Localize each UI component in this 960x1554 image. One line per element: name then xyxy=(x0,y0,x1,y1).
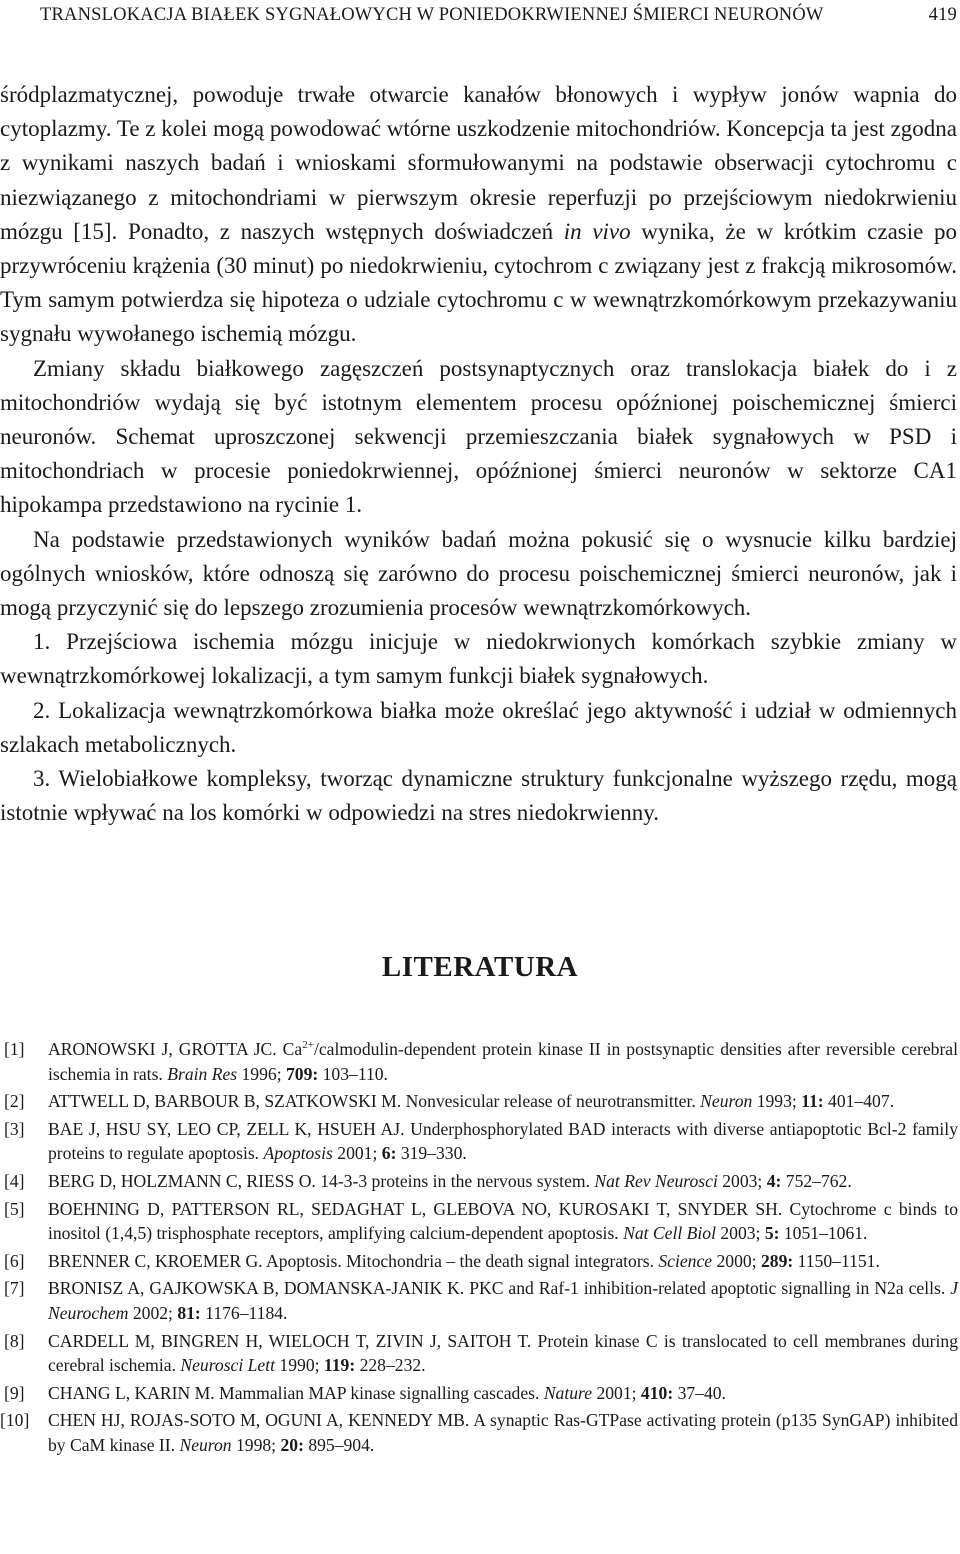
conclusion-2: 2. Lokalizacja wewnątrzkomórkowa białka może określać jego aktywność i udział w odmiennych szlakach metabolicznych. xyxy=(0,697,957,757)
reference-journal: Neuron xyxy=(700,1091,753,1112)
reference-item xyxy=(0,1381,958,1406)
reference-journal: Nat Rev Neurosci xyxy=(594,1170,718,1191)
main-text xyxy=(0,78,957,830)
reference-pages: 228–232. xyxy=(355,1355,426,1376)
reference-number: [8] xyxy=(4,1330,25,1351)
reference-journal: Brain Res xyxy=(167,1063,238,1084)
reference-year: 1993; xyxy=(752,1091,802,1112)
reference-pages: 401–407. xyxy=(823,1091,895,1112)
reference-number: [6] xyxy=(4,1250,25,1271)
reference-list xyxy=(0,1037,958,1461)
reference-journal: Neuron xyxy=(179,1434,232,1455)
reference-item xyxy=(0,1089,958,1114)
paragraph-1 xyxy=(0,78,957,352)
reference-journal: Neurosci Lett xyxy=(180,1355,276,1376)
page-number: 419 xyxy=(928,5,957,25)
reference-journal: Nature xyxy=(543,1382,593,1403)
reference-title: CHANG L, KARIN M. Mammalian MAP kinase signalling cascades. xyxy=(48,1382,544,1403)
reference-year: 2001; xyxy=(332,1143,382,1164)
reference-journal: Science xyxy=(658,1250,713,1271)
reference-item xyxy=(0,1197,958,1246)
reference-superscript: 2+ xyxy=(302,1039,314,1052)
reference-title: BERG D, HOLZMANN C, RIESS O. 14-3-3 proteins in the nervous system. xyxy=(48,1170,595,1191)
reference-year: 2001; xyxy=(592,1382,641,1403)
reference-number: [4] xyxy=(4,1170,25,1191)
reference-item xyxy=(0,1117,958,1166)
reference-number: [5] xyxy=(4,1198,25,1219)
reference-item xyxy=(0,1249,958,1274)
reference-title: BOEHNING D, PATTERSON RL, SEDAGHAT L, GLEBOVA NO, KUROSAKI T, SNYDER SH. Cytochrome c binds to inositol (1,4,5) trisphosphate receptors, amplifying calcium-dependent apoptosis. xyxy=(48,1198,958,1244)
conclusion-3: 3. Wielobiałkowe kompleksy, tworząc dynamiczne struktury funkcjonalne wyższego rzędu, mogą istotnie wpływać na los komórki w odpowiedzi na stres niedokrwienny. xyxy=(0,766,957,826)
paragraph-1-text-a: śródplazmatycznej, powoduje trwałe otwarcie kanałów błonowych i wypływ jonów wapnia do cytoplazmy. Te z kolei mogą powodować wtórne uszkodzenie mitochondriów. Koncepcja ta jest zgodna z wynikami naszych badań i wnioskami sformułowanymi na podstawie obserwacji cytochromu c niezwiązanego z mitochondriami w pierwszym okresie reperfuzji po przejściowym niedokrwieniu mózgu [15]. Ponadto, z naszych wstępnych doświadczeń xyxy=(0,82,957,244)
reference-number: [7] xyxy=(4,1278,25,1299)
reference-volume: 410: xyxy=(640,1382,674,1403)
reference-journal: J Neurochem xyxy=(48,1278,958,1323)
reference-title: BAE J, HSU SY, LEO CP, ZELL K, HSUEH AJ. Underphosphorylated BAD interacts with diverse antiapoptotic Bcl-2 family proteins to regulate apoptosis. xyxy=(48,1118,958,1164)
paragraph-1-text-b: wynika, że w krótkim czasie po przywróceniu krążenia (30 minut) po niedokrwieniu, cytochrom c związany jest z frakcją mikrosomów. Tym samym potwierdza się hipoteza o udziale cytochromu c w wewnątrzkomórkowym przekazywaniu sygnału wywołanego ischemią mózgu. xyxy=(0,218,957,347)
reference-pages: 1051–1061. xyxy=(779,1223,868,1244)
reference-item xyxy=(0,1169,958,1194)
reference-authors: ARONOWSKI J, GROTTA JC. Ca xyxy=(48,1039,303,1059)
running-header xyxy=(0,5,957,26)
reference-pages: 1176–1184. xyxy=(200,1302,288,1323)
running-title: TRANSLOKACJA BIAŁEK SYGNAŁOWYCH W PONIEDOKRWIENNEJ ŚMIERCI NEURONÓW xyxy=(40,5,824,25)
reference-volume: 4: xyxy=(766,1170,782,1191)
paragraph-1-italic-term: in vivo xyxy=(563,218,631,244)
reference-title: CARDELL M, BINGREN H, WIELOCH T, ZIVIN J, SAITOH T. Protein kinase C is translocated to cell membranes during cerebral ischemia. xyxy=(48,1330,958,1376)
reference-pages: 752–762. xyxy=(781,1170,852,1191)
reference-item xyxy=(0,1329,958,1378)
reference-volume: 20: xyxy=(280,1434,304,1455)
reference-volume: 6: xyxy=(381,1143,397,1164)
literature-heading: LITERATURA xyxy=(381,951,579,983)
reference-pages: 895–904. xyxy=(303,1434,375,1455)
reference-year: 2002; xyxy=(128,1302,178,1323)
reference-volume: 289: xyxy=(760,1250,794,1271)
reference-title: BRONISZ A, GAJKOWSKA B, DOMANSKA-JANIK K. PKC and Raf-1 inhibition-related apoptotic signalling in N2a cells. xyxy=(48,1278,951,1299)
reference-number: [2] xyxy=(4,1091,25,1112)
conclusion-1: 1. Przejściowa ischemia mózgu inicjuje w niedokrwionych komórkach szybkie zmiany w wewnątrzkomórkowej lokalizacji, a tym samym funkcji białek sygnałowych. xyxy=(0,629,957,689)
reference-title: ATTWELL D, BARBOUR B, SZATKOWSKI M. Nonvesicular release of neurotransmitter. xyxy=(48,1091,701,1112)
reference-journal: Apoptosis xyxy=(263,1143,333,1164)
reference-title: CHEN HJ, ROJAS-SOTO M, OGUNI A, KENNEDY MB. A synaptic Ras-GTPase activating protein (p135 SynGAP) inhibited by CaM kinase II. xyxy=(48,1410,958,1455)
reference-pages: 37–40. xyxy=(673,1382,726,1403)
reference-volume: 81: xyxy=(177,1302,201,1323)
reference-number: [9] xyxy=(4,1382,25,1403)
reference-number: [10] xyxy=(0,1410,30,1431)
reference-year: 2003; xyxy=(715,1223,765,1244)
reference-year: 2003; xyxy=(717,1170,767,1191)
reference-item xyxy=(0,1037,958,1086)
reference-number: [3] xyxy=(4,1118,25,1139)
reference-item xyxy=(0,1408,958,1457)
reference-title: /calmodulin-dependent protein kinase II in postsynaptic densities after reversible cerebral ischemia in rats. xyxy=(48,1039,958,1084)
reference-year: 2000; xyxy=(712,1250,761,1271)
reference-year: 1996; xyxy=(237,1063,286,1084)
paragraph-3: Na podstawie przedstawionych wyników badań można pokusić się o wysnucie kilku bardziej ogólnych wniosków, które odnoszą się zarówno do procesu poischemicznej śmierci neuronów, jak i mogą przyczynić się do lepszego zrozumienia procesów wewnątrzkomórkowych. xyxy=(0,526,957,621)
reference-pages: 103–110. xyxy=(318,1063,388,1084)
reference-journal: Nat Cell Biol xyxy=(623,1223,716,1244)
paragraph-2: Zmiany składu białkowego zagęszczeń postsynaptycznych oraz translokacja białek do i z mitochondriów wydają się być istotnym elementem procesu opóźnionej poischemicznej śmierci neuronów. Schemat uproszczonej sekwencji przemieszczania białek sygnałowych w PSD i mitochondriach w procesie poniedokrwiennej, opóźnionej śmierci neuronów w sektorze CA1 hipokampa przedstawiono na rycinie 1. xyxy=(0,355,957,518)
reference-pages: 319–330. xyxy=(396,1143,467,1164)
reference-volume: 709: xyxy=(285,1063,319,1084)
reference-volume: 11: xyxy=(801,1091,824,1112)
reference-volume: 5: xyxy=(764,1223,780,1244)
reference-item xyxy=(0,1276,958,1325)
reference-volume: 119: xyxy=(323,1355,356,1376)
reference-pages: 1150–1151. xyxy=(793,1250,880,1271)
reference-year: 1990; xyxy=(275,1355,324,1376)
reference-title: BRENNER C, KROEMER G. Apoptosis. Mitochondria – the death signal integrators. xyxy=(48,1250,659,1271)
reference-number: [1] xyxy=(4,1039,25,1059)
reference-year: 1998; xyxy=(231,1434,281,1455)
